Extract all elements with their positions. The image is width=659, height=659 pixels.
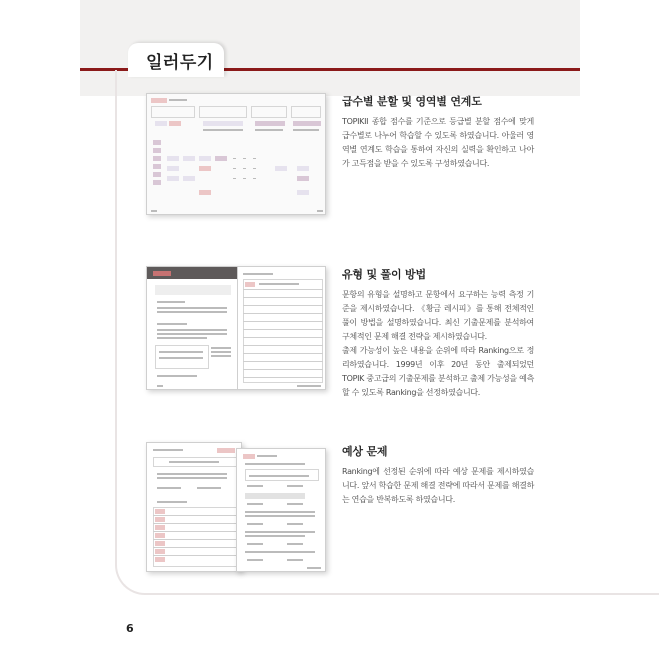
section-practice (342, 443, 534, 507)
section-title: 유형 및 풀이 방법 (342, 268, 426, 281)
section-title: 급수별 분할 및 영역별 연계도 (342, 95, 482, 108)
thumbnail-practice-left (146, 442, 242, 572)
thumbnail-practice-right (236, 448, 326, 572)
section-body: TOPIKII 종합 점수를 기준으로 등급별 분할 점수에 맞게 급수별로 나누어 학습할 수 있도록 하였습니다. 아울러 영역별 연계도 학습을 통하여 자신의 실력을 확인하고 나아가 고득점을 받을 수 있도록 구성하였습니다. (342, 117, 534, 168)
section-body: 문항의 유형을 설명하고 문항에서 요구하는 능력 측정 기준을 제시하였습니다. 《황금 레시피》를 통해 전체적인 풀이 방법을 설명하였습니다. 최신 기출문제를 분석하여 구체적인 문제 해결 전략을 제시하였습니다. 출제 가능성이 높은 내용을 순위에 따라 Ranking으로 정리하였습니다. 1999년 이후 20년 동안 출제되었던 TOPIK 중고급의 기출문제를 분석하고 출제 가능성을 예측할 수 있도록 Ranking을 선정하였습니다. (342, 290, 534, 397)
section-type-method (342, 266, 534, 400)
section-level-split (342, 93, 534, 171)
page-number: 6 (126, 622, 134, 635)
thumbnail-level-chart (146, 93, 326, 215)
page-title: 일러두기 (146, 53, 214, 73)
section-title: 예상 문제 (342, 445, 388, 458)
thumbnail-type-method (146, 266, 326, 390)
section-body: Ranking에 선정된 순위에 따라 예상 문제를 제시하였습니다. 앞서 학습한 문제 해결 전략에 따라서 문제를 해결하는 연습을 반복하도록 하였습니다. (342, 467, 534, 504)
